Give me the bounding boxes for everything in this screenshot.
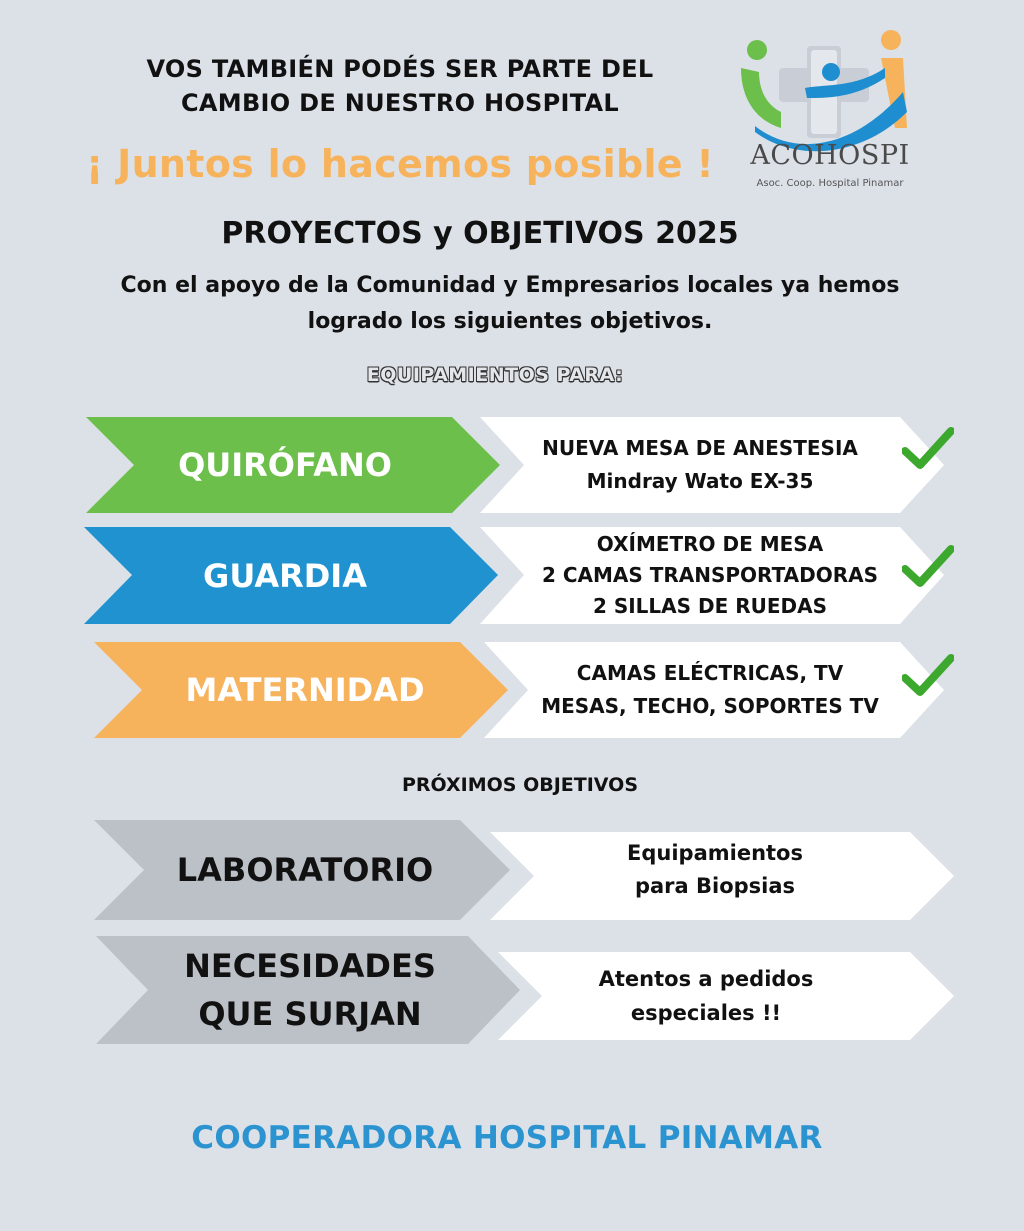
desc-line: especiales !!: [630, 1001, 782, 1025]
next-row-necesidades: [0, 936, 1024, 1044]
achieved-row-quirofano: [0, 417, 1024, 513]
desc-line: para Biopsias: [634, 874, 796, 898]
footer-text: COOPERADORA HOSPITAL PINAMAR: [191, 1120, 823, 1156]
check-icon: [902, 545, 954, 589]
desc-quirofano: [500, 417, 900, 513]
headline-line-2: CAMBIO DE NUESTRO HOSPITAL: [180, 89, 620, 117]
desc-line: Equipamientos: [627, 841, 803, 865]
desc-laboratorio: [520, 836, 910, 904]
headline-line-1: VOS TAMBIÉN PODÉS SER PARTE DEL: [146, 55, 654, 83]
desc-line: OXÍMETRO DE MESA: [596, 532, 824, 556]
desc-guardia: [500, 527, 920, 624]
next-objectives-heading: PRÓXIMOS OBJETIVOS: [401, 774, 639, 796]
check-icon: [902, 427, 954, 471]
section-title: PROYECTOS y OBJETIVOS 2025: [221, 216, 739, 251]
intro-text: [40, 268, 980, 340]
intro-line-1: Con el apoyo de la Comunidad y Empresarios locales ya hemos: [120, 273, 900, 298]
area-label-guardia: GUARDIA: [203, 556, 367, 595]
equipment-heading: EQUIPAMIENTOS PARA:: [366, 364, 624, 386]
headline: [80, 52, 720, 120]
logo-subtitle: Asoc. Coop. Hospital Pinamar: [756, 178, 904, 189]
desc-maternidad: [500, 642, 920, 738]
desc-line: Atentos a pedidos: [598, 967, 814, 991]
acohospi-logo: [735, 28, 925, 198]
desc-line: MESAS, TECHO, SOPORTES TV: [541, 694, 879, 718]
area-label-quirofano: QUIRÓFANO: [178, 446, 392, 484]
desc-necesidades: [520, 960, 892, 1032]
desc-line: 2 SILLAS DE RUEDAS: [592, 594, 828, 618]
area-line: NECESIDADES: [184, 947, 436, 985]
area-label-necesidades: [120, 942, 500, 1038]
desc-line: CAMAS ELÉCTRICAS, TV: [576, 661, 844, 685]
area-line: QUE SURJAN: [198, 995, 422, 1033]
next-row-laboratorio: [0, 820, 1024, 920]
achieved-row-maternidad: [0, 642, 1024, 738]
area-label-laboratorio: LABORATORIO: [176, 851, 434, 889]
tagline: ¡ Juntos lo hacemos posible !: [85, 142, 715, 186]
achieved-row-guardia: [0, 527, 1024, 624]
logo-wordmark: ACOHOSPI: [750, 140, 910, 171]
intro-line-2: logrado los siguientes objetivos.: [307, 309, 713, 334]
hospital-cross-people-icon: [735, 28, 925, 198]
desc-line: Mindray Wato EX-35: [586, 469, 814, 493]
desc-line: 2 CAMAS TRANSPORTADORAS: [541, 563, 879, 587]
area-label-maternidad: MATERNIDAD: [185, 671, 425, 709]
desc-line: NUEVA MESA DE ANESTESIA: [542, 436, 858, 460]
check-icon: [902, 654, 954, 698]
